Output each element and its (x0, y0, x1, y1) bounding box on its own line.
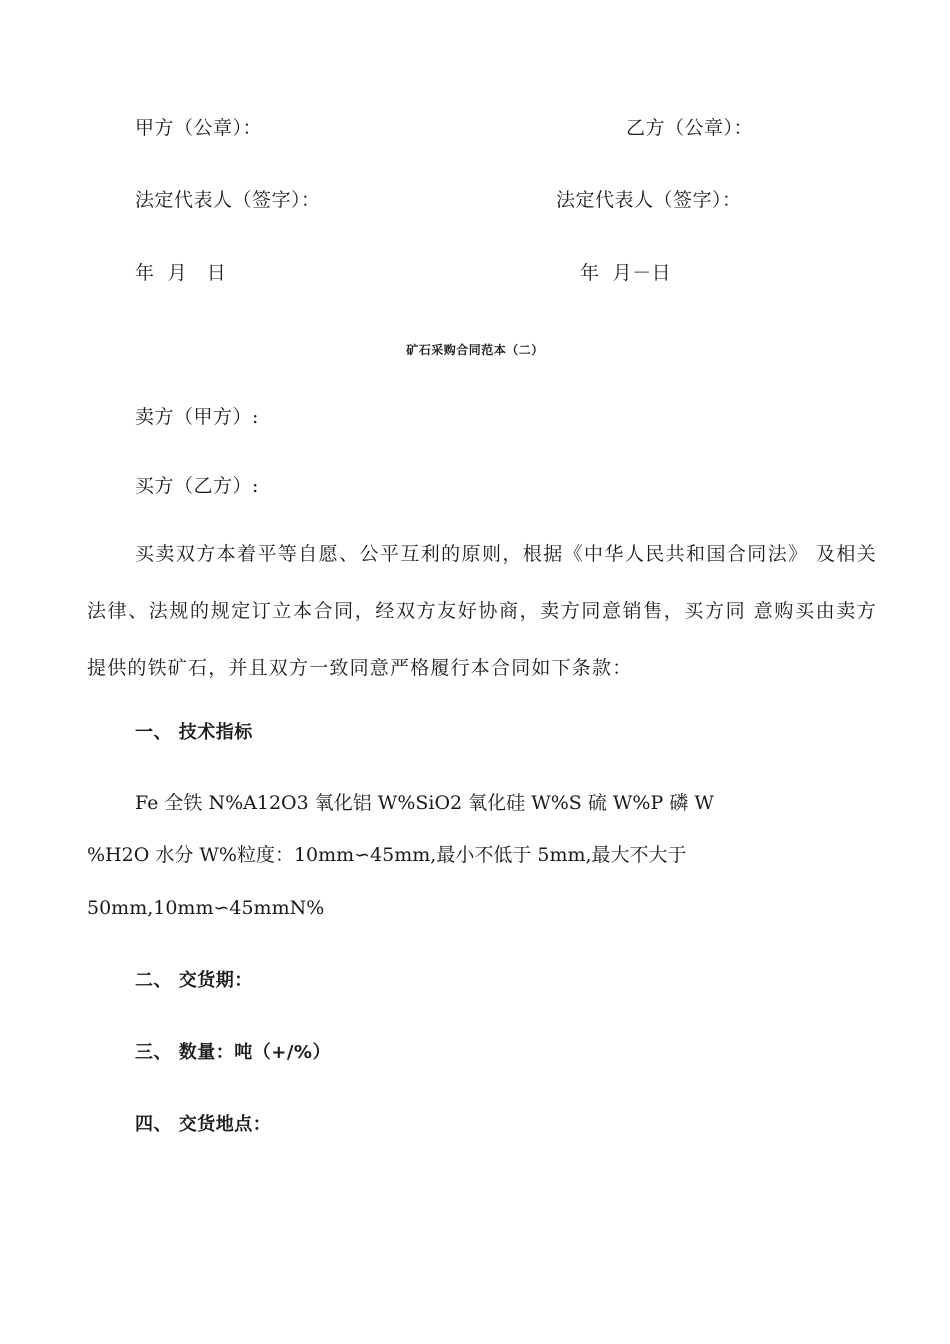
party-b-date-label: 年 月－日 (580, 262, 672, 284)
intro-paragraph: 买卖双方本着平等自愿、公平互利的原则，根据《中华人民共和国合同法》 及相关法律、法规的规定订立本合同，经双方友好协商，卖方同意销售，买方同 意购买由卖方提供的铁矿石，并且双方一致同意严格履行本合同如下条款： (87, 543, 877, 679)
party-a-rep-label: 法定代表人（签字）： (135, 189, 321, 211)
party-a-seal-label: 甲方（公章）： (135, 117, 263, 139)
section-delivery-location-heading: 四、 交货地点： (135, 1114, 272, 1135)
seller-label: 卖方（甲方）: (135, 406, 259, 428)
party-a-date-label: 年 月 日 (135, 262, 227, 284)
spec-line-1: Fe 全铁 N%A12O3 氧化铝 W%SiO2 氧化硅 W%S 硫 W%P 磷 W (135, 792, 714, 814)
party-b-seal-label: 乙方（公章）： (626, 117, 754, 139)
section-quantity-heading: 三、 数量：吨（+/%） (135, 1042, 331, 1063)
party-b-rep-label: 法定代表人（签字）： (556, 189, 742, 211)
spec-line-3: 50mm,10mm∽45mmN% (87, 897, 325, 919)
section-technical-spec-heading: 一、 技术指标 (135, 722, 253, 743)
contract-title: 矿石采购合同范本（二） (406, 343, 544, 357)
buyer-label: 买方（乙方）: (135, 475, 259, 497)
spec-line-2: %H2O 水分 W%粒度：10mm∽45mm,最小不低于 5mm,最大不大于 (87, 844, 687, 866)
section-delivery-period-heading: 二、 交货期： (135, 970, 253, 991)
